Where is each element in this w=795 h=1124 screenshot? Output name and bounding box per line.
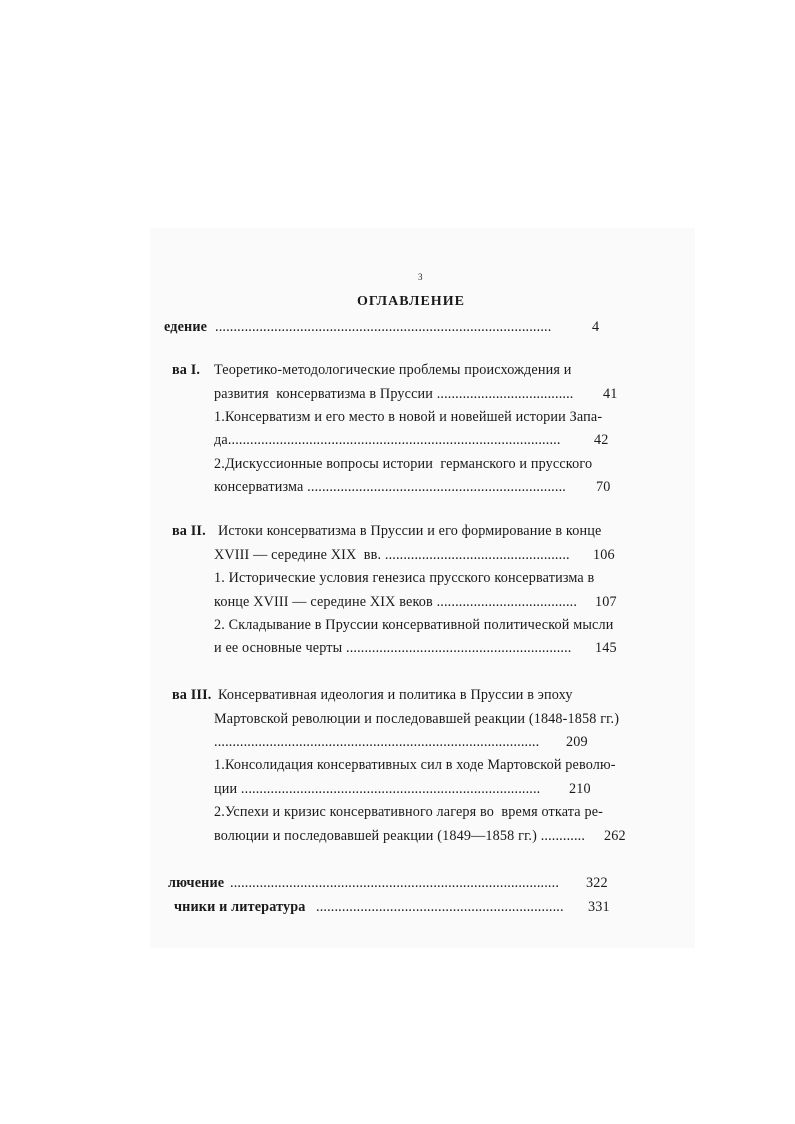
toc-intro-dots: ........................................................................................... [215,319,552,335]
toc-sources-label: чники и литература [174,899,306,915]
toc-chapter2-section1-line2: конце XVIII — середине XIX веков ...................................... [214,594,578,610]
page-number: 3 [418,272,423,282]
toc-sources-dots: ................................................................... [316,899,564,915]
toc-chapter3-section1-line1: 1.Консолидация консервативных сил в ходе Мартовской револю- [214,757,616,773]
toc-sources-page: 331 [588,899,610,915]
toc-chapter1-section2-page: 70 [596,479,611,495]
toc-chapter1-section1-line1: 1.Консерватизм и его место в новой и новейшей истории Запа- [214,409,603,425]
toc-chapter2-title-line2: XVIII — середине XIX вв. .................................................. [214,547,570,563]
toc-chapter1-title-line1: Теоретико-методологические проблемы происхождения и [214,362,572,378]
toc-chapter2-section2-line2: и ее основные черты ............................................................. [214,640,572,656]
toc-chapter3-section1-line2: ции ................................................................................. [214,781,541,797]
toc-intro-label: едение [164,319,208,335]
toc-chapter3-section2-line2: волюции и последовавшей реакции (1849—1858 гг.) ............ [214,828,586,844]
toc-chapter1-section1-page: 42 [594,432,609,448]
toc-chapter3-title-line3: ........................................................................................ [214,734,540,750]
toc-chapter3-section2-line1: 2.Успехи и кризис консервативного лагеря во время отката ре- [214,804,604,820]
toc-conclusion-page: 322 [586,875,608,891]
toc-chapter2-section1-line1: 1. Исторические условия генезиса прусского консерватизма в [214,570,595,586]
toc-chapter1-page: 41 [603,386,618,402]
toc-chapter1-section2-line2: консерватизма ...................................................................... [214,479,566,495]
toc-chapter2-section1-page: 107 [595,594,617,610]
toc-chapter3-page: 209 [566,734,588,750]
toc-chapter2-label: ва II. [172,523,206,539]
toc-chapter1-title-line2: развития консерватизма в Пруссии ..................................... [214,386,574,402]
toc-chapter2-page: 106 [593,547,615,563]
toc-chapter3-section1-page: 210 [569,781,591,797]
toc-chapter2-section2-line1: 2. Складывание в Пруссии консервативной политической мысли [214,617,614,633]
toc-conclusion-label: лючение [168,875,225,891]
toc-intro-page: 4 [592,319,600,335]
toc-chapter3-section2-page: 262 [604,828,626,844]
toc-conclusion-dots: ......................................................................................... [230,875,560,891]
toc-chapter2-title-line1: Истоки консерватизма в Пруссии и его формирование в конце [218,523,602,539]
toc-chapter1-label: ва I. [172,362,201,378]
toc-chapter3-title-line2: Мартовской революции и последовавшей реакции (1848-1858 гг.) [214,711,620,727]
toc-chapter2-section2-page: 145 [595,640,617,656]
page-title: ОГЛАВЛЕНИЕ [357,294,465,309]
toc-chapter1-section1-line2: да.......................................................................................... [214,432,561,448]
toc-chapter3-label: ва III. [172,687,212,703]
toc-chapter3-title-line1: Консервативная идеология и политика в Пруссии в эпоху [218,687,573,703]
toc-chapter1-section2-line1: 2.Дискуссионные вопросы истории германского и прусского [214,456,593,472]
